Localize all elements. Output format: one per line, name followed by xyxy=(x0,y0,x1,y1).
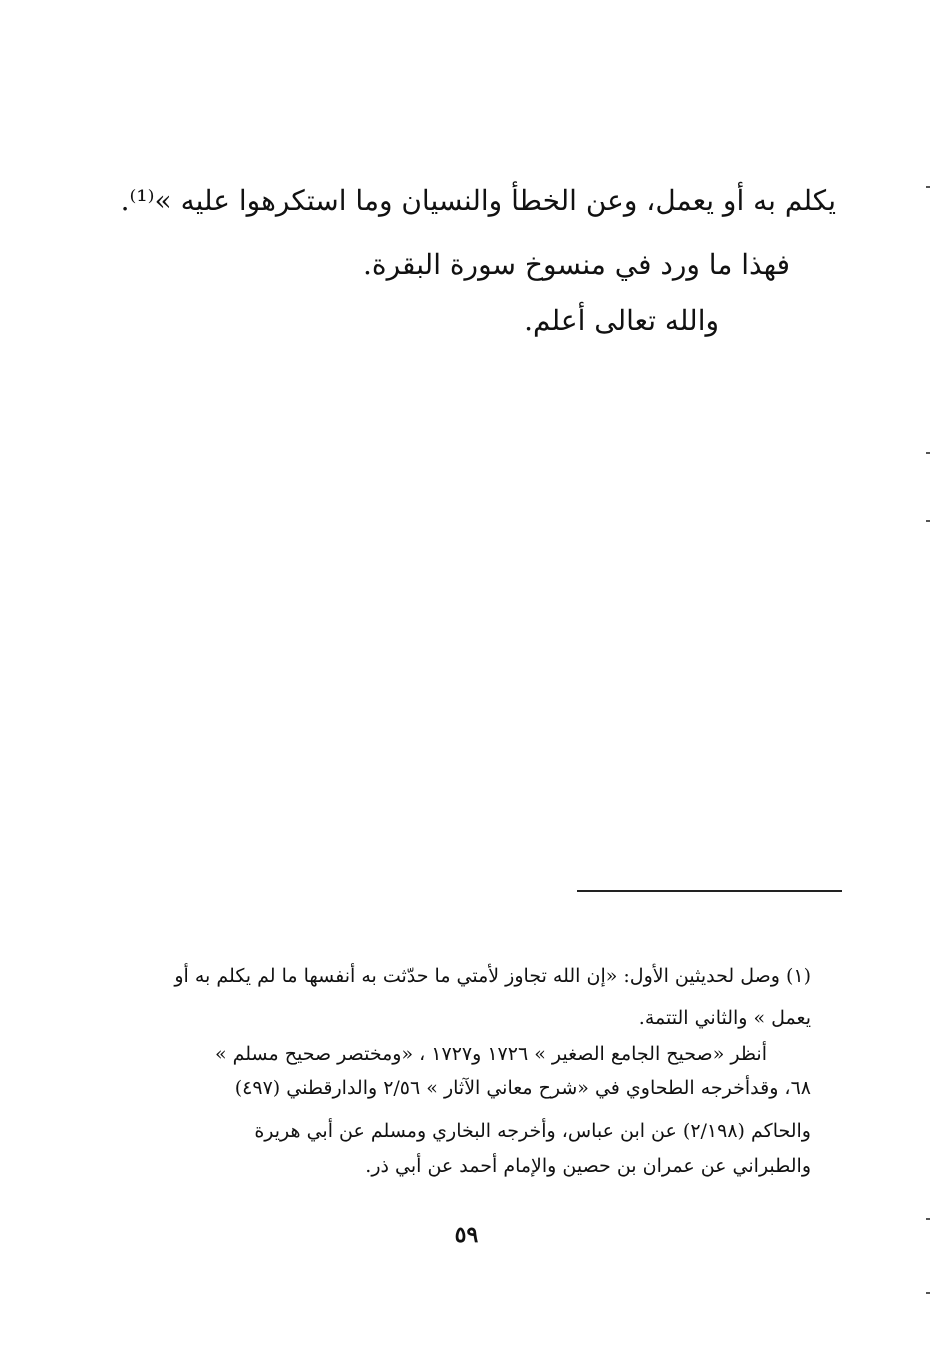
main-text-line-2: فهذا ما ورد في منسوخ سورة البقرة. xyxy=(363,248,790,281)
page-number: ٥٩ xyxy=(454,1222,479,1248)
scan-mark xyxy=(926,1218,930,1220)
footnote-separator xyxy=(577,890,842,892)
scan-mark xyxy=(926,1292,930,1294)
scan-mark xyxy=(926,452,930,454)
main-text-line-1: يكلم به أو يعمل، وعن الخطأ والنسيان وما استكرهوا عليه »⁽¹⁾. xyxy=(120,184,836,217)
scan-mark xyxy=(926,186,930,188)
scan-mark xyxy=(926,520,930,522)
footnote-line-2: يعمل » والثاني التتمة. xyxy=(638,1007,811,1029)
footnote-line-3: أنظر «صحيح الجامع الصغير » ١٧٢٦ و١٧٢٧ ، «ومختصر صحيح مسلم » xyxy=(214,1043,767,1065)
footnote-line-1: (١) وصل لحديثين الأول: «إن الله تجاوز لأمتي ما حدّثت به أنفسها ما لم يكلم به أو xyxy=(174,965,811,987)
footnote-line-5: والحاكم (٢/١٩٨) عن ابن عباس، وأخرجه البخاري ومسلم عن أبي هريرة xyxy=(254,1120,811,1142)
footnote-line-6: والطبراني عن عمران بن حصين والإمام أحمد عن أبي ذر. xyxy=(365,1155,811,1177)
footnote-line-4: ٦٨، وقدأخرجه الطحاوي في «شرح معاني الآثار » ٢/٥٦ والدارقطني (٤٩٧) xyxy=(234,1077,811,1099)
main-text-line-3: والله تعالى أعلم. xyxy=(524,304,719,337)
